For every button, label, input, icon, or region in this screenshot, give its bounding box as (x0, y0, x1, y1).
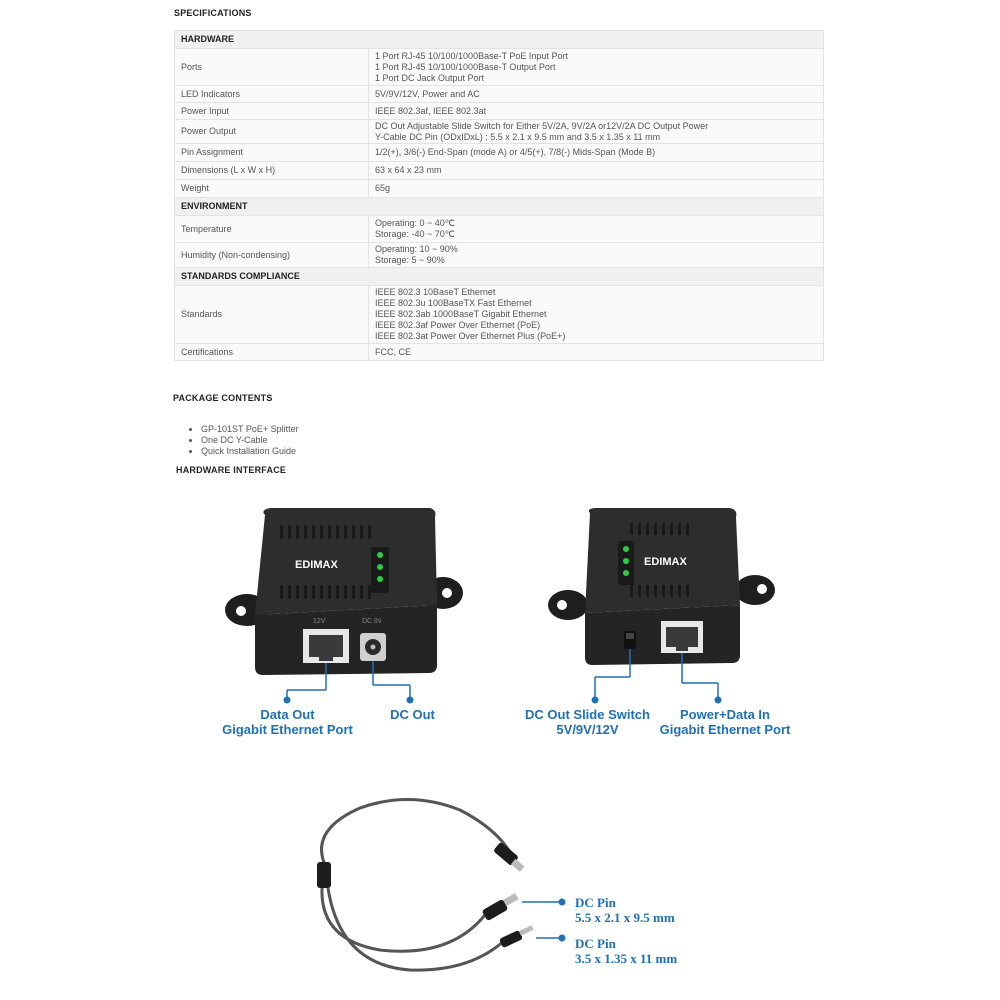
dc-out-callout (375, 707, 450, 722)
port-label: 12V (313, 618, 326, 625)
callout-line: Power+Data In (680, 707, 770, 722)
dc-pin-small-label (575, 936, 677, 966)
spec-value (369, 162, 824, 180)
list-item: • Quick Installation Guide (201, 446, 299, 457)
spec-line: Operating: 0 ~ 40℃ (375, 218, 455, 228)
table-row (175, 216, 824, 243)
group-name: STANDARDS COMPLIANCE (175, 268, 824, 286)
spec-label: LED Indicators (175, 86, 369, 103)
spec-line: 1 Port DC Jack Output Port (375, 72, 485, 83)
list-item: • GP-101ST PoE+ Splitter (201, 424, 299, 435)
splitter-device-front (225, 505, 465, 705)
spec-line: 5V/9V/12V, Power and AC (375, 88, 480, 99)
spec-value (369, 49, 824, 86)
table-row (175, 103, 824, 120)
power-data-in-callout (650, 707, 800, 737)
spec-line: IEEE 802.3af Power Over Ethernet (PoE) (375, 320, 541, 330)
spec-group-header (175, 31, 824, 49)
spec-label: Humidity (Non-condensing) (175, 243, 369, 268)
spec-group-header (175, 268, 824, 286)
led-indicator (623, 546, 629, 552)
table-row (175, 162, 824, 180)
specifications-title: SPECIFICATIONS (174, 8, 252, 18)
splitter-device-rear (540, 505, 780, 705)
port-label: DC IN (362, 618, 382, 625)
spec-label: Power Output (175, 120, 369, 144)
dc-y-cable (300, 790, 580, 990)
spec-label: Ports (175, 49, 369, 86)
spec-line: 1 Port RJ-45 10/100/1000Base-T Output Port (375, 61, 556, 72)
callout-line: DC Out Slide Switch (525, 707, 650, 722)
spec-line: 1 Port RJ-45 10/100/1000Base-T PoE Input Port (375, 50, 568, 61)
spec-value (369, 180, 824, 198)
callout-line: DC Out (390, 707, 435, 722)
spec-group-header (175, 198, 824, 216)
spec-value (369, 243, 824, 268)
brand-logo: EDIMAX (644, 556, 687, 568)
callout-line: 5V/9V/12V (556, 722, 619, 737)
spec-value (369, 286, 824, 344)
spec-line: 63 x 64 x 23 mm (375, 165, 442, 175)
callout-line: Gigabit Ethernet Port (222, 722, 353, 737)
spec-value (369, 344, 824, 361)
spec-line: IEEE 802.3ab 1000BaseT Gigabit Ethernet (375, 309, 547, 319)
callout-line: Gigabit Ethernet Port (659, 722, 791, 737)
spec-line: Y-Cable DC Pin (ODxIDxL) : 5.5 x 2.1 x 9.5 mm and 3.5 x 1.35 x 11 mm (375, 131, 661, 142)
spec-line: 1/2(+), 3/6(-) End-Span (mode A) or 4/5(+), 7/8(-) Mids-Span (Mode B) (375, 147, 656, 157)
led-indicator (623, 570, 629, 576)
spec-value (369, 144, 824, 162)
cable-label-line: 3.5 x 1.35 x 11 mm (575, 951, 678, 966)
table-row (175, 180, 824, 198)
slide-switch-callout (515, 707, 660, 737)
spec-value (369, 103, 824, 120)
package-contents-list (189, 424, 299, 457)
table-row (175, 49, 824, 86)
spec-line: IEEE 802.3at Power Over Ethernet Plus (PoE+) (375, 331, 566, 341)
table-row (175, 86, 824, 103)
spec-value (369, 216, 824, 243)
led-indicator (623, 558, 629, 564)
spec-line: IEEE 802.3af, IEEE 802.3at (375, 105, 487, 116)
group-name: ENVIRONMENT (175, 198, 824, 216)
table-row (175, 243, 824, 268)
group-name: HARDWARE (175, 31, 824, 49)
spec-value (369, 86, 824, 103)
specifications-table (174, 30, 824, 361)
spec-line: IEEE 802.3 10BaseT Ethernet (375, 287, 496, 297)
spec-label: Standards (175, 286, 369, 344)
package-contents-title: PACKAGE CONTENTS (173, 393, 273, 403)
callout-line: Data Out (260, 707, 315, 722)
table-row (175, 144, 824, 162)
spec-line: DC Out Adjustable Slide Switch for Either 5V/2A, 9V/2A or12V/2A DC Output Power (375, 120, 709, 131)
hardware-interface-title: HARDWARE INTERFACE (176, 465, 287, 475)
spec-line: IEEE 802.3u 100BaseTX Fast Ethernet (375, 298, 532, 308)
spec-label: Weight (175, 180, 369, 198)
spec-label: Dimensions (L x W x H) (175, 162, 369, 180)
spec-label: Pin Assignment (175, 144, 369, 162)
led-indicator (377, 564, 383, 570)
table-row (175, 286, 824, 344)
spec-value (369, 120, 824, 144)
list-item: • One DC Y-Cable (201, 435, 299, 446)
spec-line: Storage: 5 ~ 90% (375, 255, 445, 265)
spec-line: 65g (375, 183, 391, 193)
data-out-callout (210, 707, 365, 737)
cable-label-line: DC Pin (575, 936, 616, 951)
table-row (175, 344, 824, 361)
cable-label-line: 5.5 x 2.1 x 9.5 mm (575, 910, 675, 925)
brand-logo: EDIMAX (295, 559, 338, 571)
led-indicator (377, 576, 383, 582)
spec-line: FCC, CE (375, 346, 411, 357)
spec-line: Storage: -40 ~ 70℃ (375, 229, 455, 239)
spec-line: Operating: 10 ~ 90% (375, 244, 458, 254)
cable-label-line: DC Pin (575, 895, 616, 910)
spec-label: Temperature (175, 216, 369, 243)
spec-label: Certifications (175, 344, 369, 361)
table-row (175, 120, 824, 144)
led-indicator (377, 552, 383, 558)
dc-pin-large-label (575, 895, 675, 925)
spec-label: Power Input (175, 103, 369, 120)
